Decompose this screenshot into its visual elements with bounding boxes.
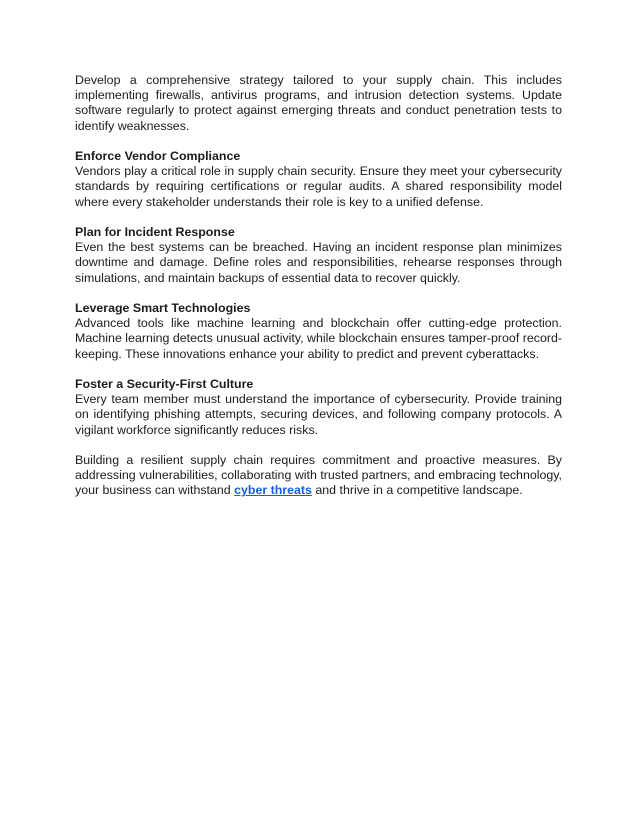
document-content bbox=[75, 73, 562, 514]
section-heading: Enforce Vendor Compliance bbox=[75, 149, 241, 163]
section-security-culture bbox=[75, 377, 562, 438]
intro-paragraph: Develop a comprehensive strategy tailored to your supply chain. This includes implementing firewalls, antivirus programs, and intrusion detection systems. Update software regularly to protect against emerging threats and conduct penetration tests to identify weaknesses. bbox=[75, 73, 562, 133]
section-body: Even the best systems can be breached. Having an incident response plan minimizes downtime and damage. Define roles and responsibilities, rehearse responses through simulations, and maintain backups of essential data to recover quickly. bbox=[75, 240, 562, 285]
section-vendor-compliance bbox=[75, 149, 562, 210]
cyber-threats-link[interactable]: cyber threats bbox=[234, 483, 312, 498]
section-heading: Leverage Smart Technologies bbox=[75, 301, 251, 315]
section-body: Advanced tools like machine learning and blockchain offer cutting-edge protection. Machine learning detects unusual activity, while blockchain ensures tamper-proof record-keeping. These innovations enhance your ability to predict and prevent cyberattacks. bbox=[75, 316, 562, 361]
section-body: Every team member must understand the importance of cybersecurity. Provide training on identifying phishing attempts, securing devices, and following company protocols. A vigilant workforce significantly reduces risks. bbox=[75, 392, 562, 437]
section-smart-technologies bbox=[75, 301, 562, 362]
section-heading: Plan for Incident Response bbox=[75, 225, 235, 239]
conclusion-paragraph bbox=[75, 453, 562, 499]
conclusion-text-before: Building a resilient supply chain requires commitment and proactive measures. By addressing vulnerabilities, collaborating with trusted partners, and embracing technology, your business can withstand bbox=[75, 453, 562, 498]
conclusion-text-after: and thrive in a competitive landscape. bbox=[311, 483, 523, 498]
section-heading: Foster a Security-First Culture bbox=[75, 377, 254, 391]
section-incident-response bbox=[75, 225, 562, 286]
section-body: Vendors play a critical role in supply chain security. Ensure they meet your cybersecurity standards by requiring certifications or regular audits. A shared responsibility model where every stakeholder understands their role is key to a unified defense. bbox=[75, 164, 562, 209]
